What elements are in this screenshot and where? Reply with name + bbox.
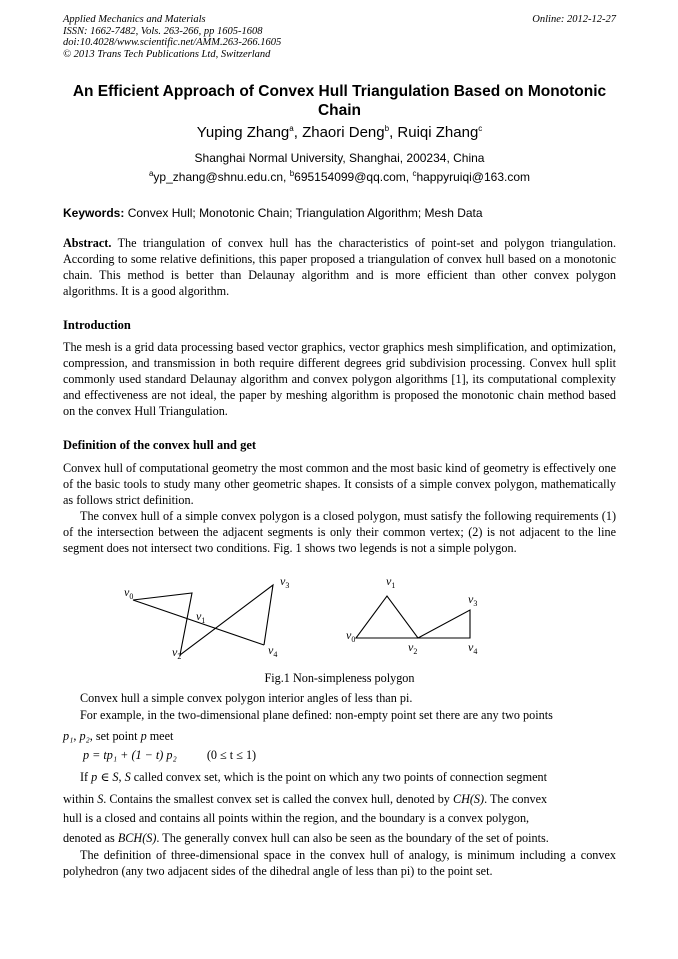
left-v0: $v_0$ [124,585,134,601]
formula-range: (0 ≤ t ≤ 1) [206,748,257,762]
keywords [63,206,616,220]
text-meet: meet [149,729,174,743]
text-if: If [80,770,89,784]
body-line-2: For example, in the two-dimensional plane defined: non-empty point set there are any two points [80,708,553,722]
author-mark: a [289,124,294,133]
email-mark: c [412,169,417,178]
formula-line [63,747,636,763]
symbol-p1: p₁ [63,729,74,743]
left-v4: $v_4$ [268,643,278,659]
copyright-line: © 2013 Trans Tech Publications Ltd, Switzerland [63,48,271,60]
abstract-label: Abstract. [63,236,112,250]
left-v3: $v_3$ [280,574,290,590]
email-address[interactable]: yp_zhang@shnu.edu.cn [153,170,284,184]
email-list: $^a$yp_zhang@shnu.edu.cn, $^b$695154099@qq.com, $^c$happyruiqi@163.com [148,169,531,184]
body-line-5-text: . Contains the smallest convex set is called the convex hull, denoted by [103,792,450,806]
email-mark: a [148,169,154,178]
figure-1-caption: Fig.1 Non-simpleness polygon [264,671,415,685]
body-last-paragraph: The definition of three-dimensional space in the convex hull of analogy, is minimum including a convex polyhedron (any two adjacent sides of the dihedral angle of less than pi) to the point set. [63,848,616,878]
keywords-label: Keywords: [63,206,125,220]
symbol-bch: BCH(S) [117,831,157,845]
symbol-p-in-s: p ∈ S [91,770,119,784]
definition-paragraph-1: Convex hull of computational geometry the most common and the most basic kind of geometry is effectively one of the basic tools to study many other geometric shapes. It consists of a simple convex polygon, mathematically as follows strict definition. [63,461,616,507]
body-line-5 [63,791,616,807]
text-set-point: , set point [89,729,138,743]
affiliation: Shanghai Normal University, Shanghai, 200234, China [194,151,485,165]
text-within: within [63,792,95,806]
symbol-p: p [140,729,147,743]
doi-line: doi:10.4028/www.scientific.net/AMM.263-266.1605 [63,37,282,48]
body-line-4: If p ∈ S, S called convex set, which is the point on which any two points of connection segment [80,770,547,784]
body-line-4-text: called convex set, which is the point on which any two points of connection segment [133,770,547,784]
online-date: Online: 2012-12-27 [532,14,616,25]
right-v4: $v_4$ [468,640,478,656]
symbol-p2: p₂ [79,729,90,743]
definition-paragraph-2: The convex hull of a simple convex polygon is a closed polygon, must satisfy the following requirements (1) of the intersection between the adjacent segments is only their common vertex; (2) is not adjacent to the line segment does not intersect two conditions. Fig. 1 shows two legends is not a simple polygon. [63,509,616,555]
body-line-7-text: . The generally convex hull can also be seen as the boundary of the set of points. [156,831,549,845]
abstract [63,235,616,299]
right-polygon [356,596,470,638]
email-address[interactable]: 695154099@qq.com [294,170,406,184]
author-name: Ruiqi Zhang [397,124,479,141]
symbol-s: S [124,770,131,784]
paper-title: An Efficient Approach of Convex Hull Triangulation Based on Monotonic Chain [72,83,607,119]
body-line-6: hull is a closed and contains all points within the region, and the boundary is a convex polygon, [63,811,530,825]
figure-1 [110,572,510,672]
body-line-1: Convex hull a simple convex polygon interior angles of less than pi. [80,691,413,705]
text-denoted-as: denoted as [63,831,115,845]
author-name: Yuping Zhang [196,124,290,141]
keywords-text: Convex Hull; Monotonic Chain; Triangulation Algorithm; Mesh Data [127,206,483,220]
section-heading-introduction: Introduction [63,318,131,332]
body-line-3: p₁, p₂, set point p meet [63,729,174,743]
formula: p = tp₁ + (1 − t) p₂ [83,748,177,762]
left-v1: $v_1$ [196,609,206,625]
author-name: Zhaori Deng [302,124,385,141]
email-mark: b [289,169,295,178]
right-v2: $v_2$ [408,640,418,656]
body-line-5-end: . The convex [484,792,548,806]
right-v0: $v_0$ [346,628,356,644]
journal-header [63,14,616,60]
body-line-7 [63,830,616,846]
intro-paragraph: The mesh is a grid data processing based vector graphics, vector graphics mesh simplification, and optimization, compression, and transmission in both require different degrees grid subdivision processing. Convex hull split commonly used standard Delaunay algorithm and convex polygon algorithms [1], its computational complexity and effectiveness are not ideal, the paper by meshing algorithm is proposed the monotonic chain method based on the convex Hull Triangulation. [63,340,616,418]
author-mark: b [384,124,390,133]
left-v2: $v_2$ [172,645,182,661]
symbol-ch: CH(S) [452,792,485,806]
journal-name: Applied Mechanics and Materials [63,14,206,25]
right-v1: $v_1$ [386,574,396,590]
abstract-text: The triangulation of convex hull has the characteristics of point-set and polygon triangulation. According to some relative definitions, this paper proposed a triangulation of convex hull based on a monotonic chain. This method is better than Delaunay algorithm and is more efficient than other convex polygon algorithms. It is a good algorithm. [63,236,616,298]
author-mark: c [478,124,483,133]
author-list: Yuping Zhang$^a$, Zhaori Deng$^b$, Ruiqi Zhang$^c$ [196,124,483,141]
right-v3: $v_3$ [468,592,478,608]
section-heading-definition: Definition of the convex hull and get [63,438,257,452]
symbol-s: S [97,792,104,806]
email-address[interactable]: happyruiqi@163.com [416,170,531,184]
issn-line: ISSN: 1662-7482, Vols. 263-266, pp 1605-1608 [63,25,263,37]
